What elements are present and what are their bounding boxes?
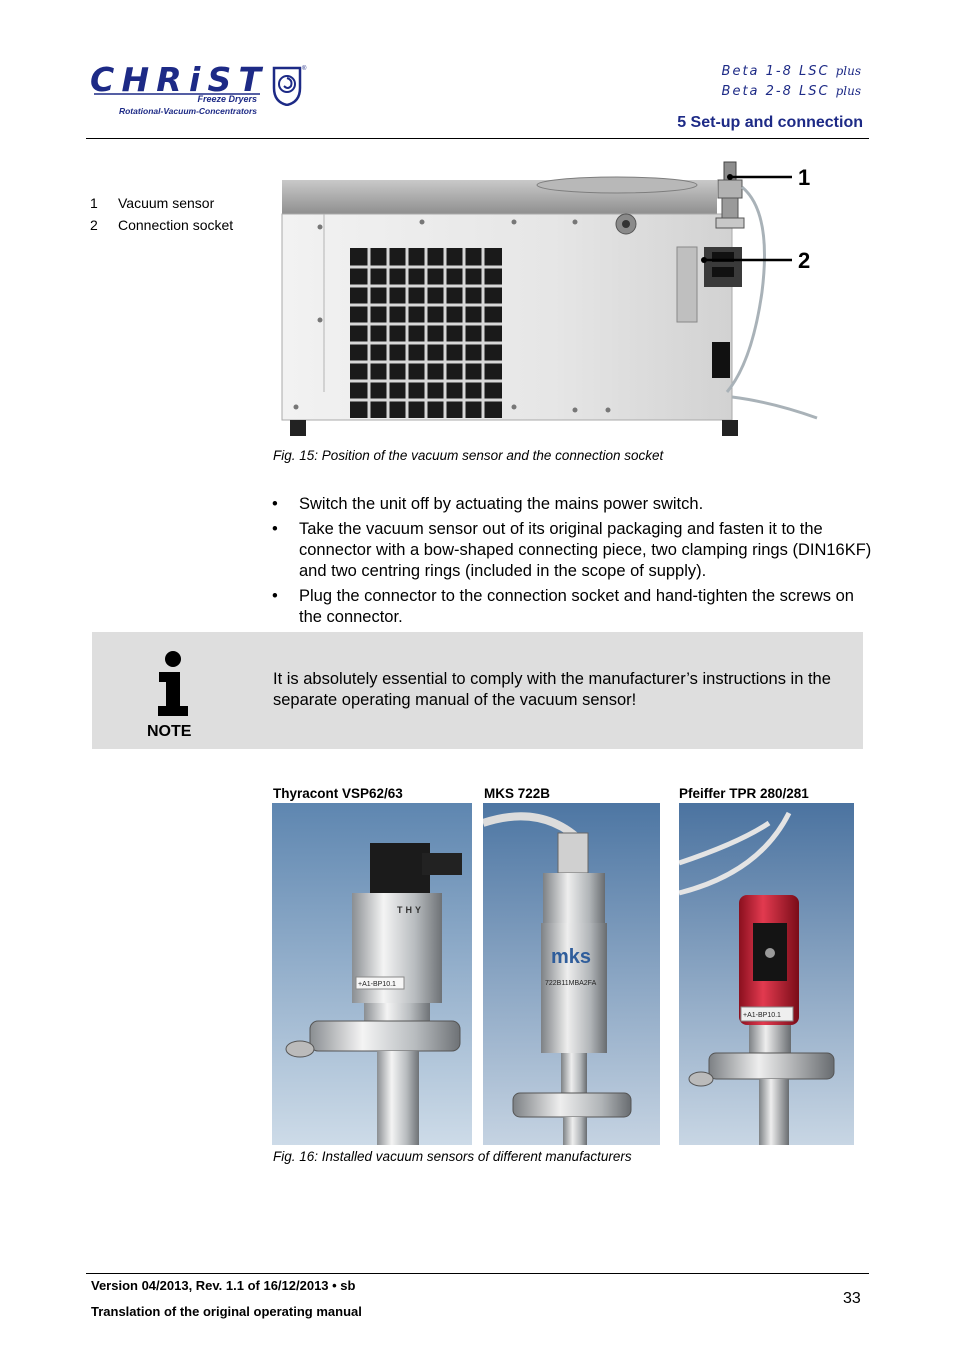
sensor-title-pfeiffer: Pfeiffer TPR 280/281	[679, 786, 809, 801]
logo-subtitle-rvc: Rotational-Vacuum-Concentrators	[118, 106, 257, 116]
model-line-2: Beta 2-8 LSC plus	[721, 84, 861, 99]
info-icon	[150, 650, 196, 716]
note-text: It is absolutely essential to comply with the manufacturer’s instructions in the separate operating manual of the vacuum sensor!	[273, 670, 831, 709]
list-item: • Take the vacuum sensor out of its original packaging and fasten it to the connector with a bow-shaped connecting piece, two clamping rings (DIN16KF) and two centring rings (included in the scope of supply).	[272, 519, 872, 582]
note-label: NOTE	[147, 723, 192, 740]
sensor-tag: 722B11MBA2FA	[545, 980, 597, 987]
callout-1: 1	[798, 165, 811, 190]
registered-mark: ®	[302, 66, 307, 72]
list-item: • Plug the connector to the connection socket and hand-tighten the screws on the connector.	[272, 586, 872, 628]
logo-text: CHRiST	[90, 62, 262, 96]
figure-legend	[90, 192, 233, 236]
freeze-dryer-rear-view	[272, 152, 832, 442]
header-divider	[86, 138, 869, 139]
legend-item: 2 Connection socket	[90, 217, 234, 233]
sensor-body-label: mks	[551, 946, 592, 968]
sensor-tag: +A1-BP10.1	[743, 1012, 781, 1019]
footer-translation-note: Translation of the original operating manual	[91, 1304, 362, 1319]
christ-logo	[90, 62, 265, 96]
model-line-1: Beta 1-8 LSC plus	[721, 64, 861, 79]
thyracont-sensor-photo	[272, 803, 472, 1145]
footer-divider	[86, 1273, 869, 1274]
list-item: • Switch the unit off by actuating the mains power switch.	[272, 494, 872, 515]
pfeiffer-sensor-photo	[679, 803, 854, 1145]
sensor-title-mks: MKS 722B	[484, 786, 551, 801]
instruction-list	[272, 494, 872, 632]
figure-15-caption: Fig. 15: Position of the vacuum sensor and the connection socket	[273, 448, 664, 463]
mks-sensor-photo	[483, 803, 660, 1145]
section-title: 5 Set-up and connection	[677, 114, 863, 131]
christ-emblem-icon	[272, 66, 302, 106]
sensor-tag: +A1-BP10.1	[358, 981, 396, 988]
legend-item: 1 Vacuum sensor	[90, 195, 215, 211]
sensor-body-label: THY	[397, 905, 424, 915]
footer-version: Version 04/2013, Rev. 1.1 of 16/12/2013 • sb	[91, 1278, 356, 1293]
callout-2: 2	[798, 248, 811, 273]
ventilation-grille	[350, 248, 502, 418]
figure-16-caption: Fig. 16: Installed vacuum sensors of different manufacturers	[273, 1149, 632, 1164]
sensor-title-thyracont: Thyracont VSP62/63	[273, 786, 403, 801]
logo-subtitle-freeze-dryers: Freeze Dryers	[197, 94, 257, 104]
page-number: 33	[843, 1290, 861, 1307]
